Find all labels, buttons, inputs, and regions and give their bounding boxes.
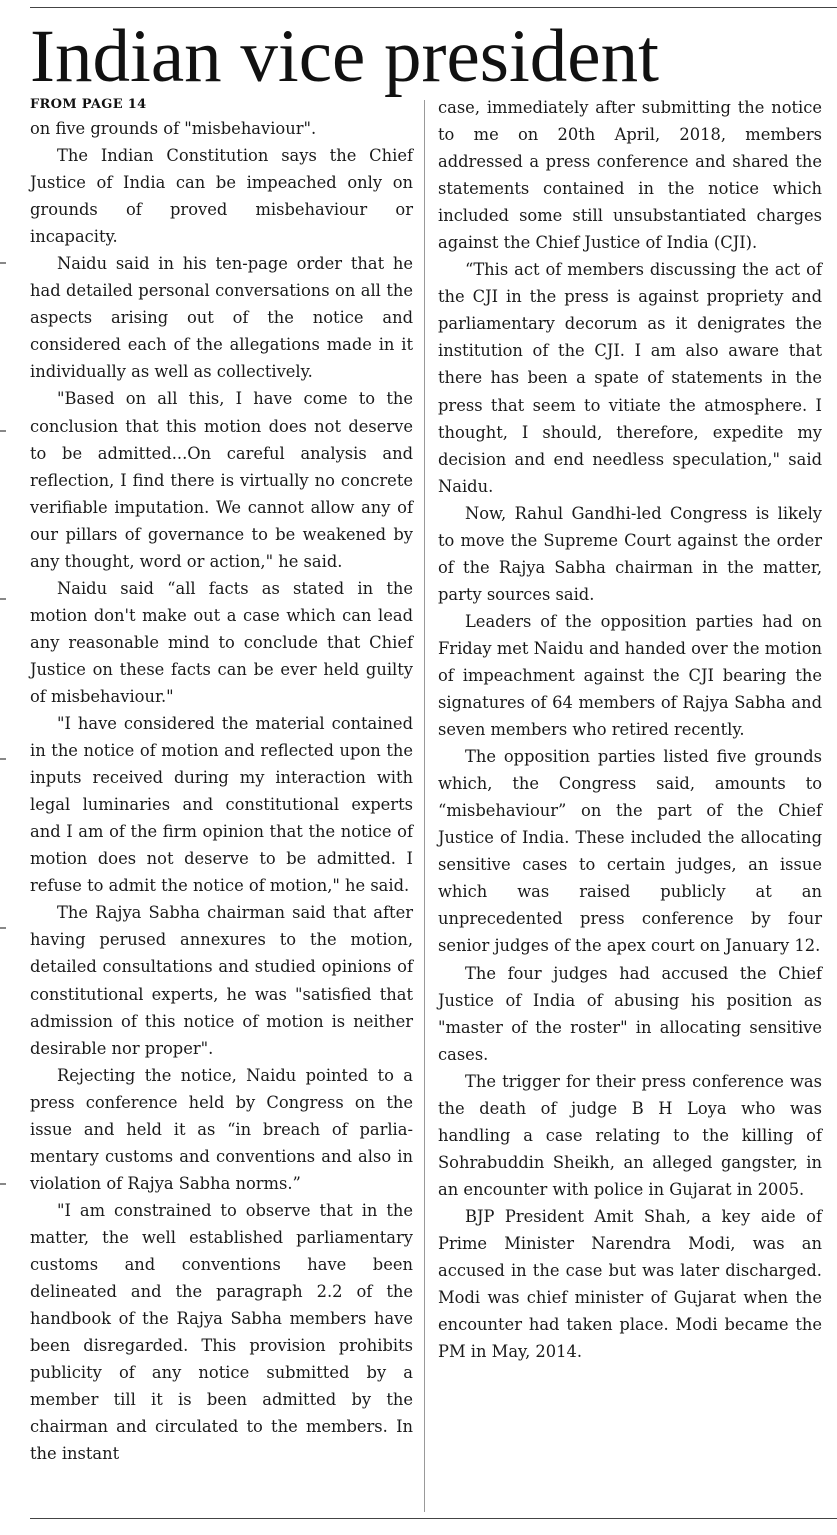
left-column <box>30 94 413 1467</box>
article-paragraph: The Rajya Sabha chairman said that after having perused annexures to the motion, detailed consultations and studied opinions of constitutional experts, he was "satisfied that admission of this notice of motion is neither desirable nor proper". <box>30 903 413 1058</box>
article-paragraph: “This act of members discussing the act of the CJI in the press is against propriety and parliamentary decorum as it denigrates the institution of the CJI. I am also aware that there has been a spate of statements in the press that seem to vitiate the atmosphere. I thought, I should, therefore, expedite my decision and end needless speculation," said Naidu. <box>438 260 822 496</box>
article-paragraph: on five grounds of "misbehaviour". <box>30 119 317 138</box>
article-paragraph: Leaders of the opposition parties had on Friday met Naidu and handed over the motion of impeachment against the CJI bearing the signatures of 64 members of Rajya Sabha and seven members who retired recently. <box>438 611 822 740</box>
article-paragraph: case, immediately after submitting the notice to me on 20th April, 2018, members addressed a press conference and shared the statements contained in the notice which included some still unsubstantiated charges against the Chief Justice of India (CJI). <box>438 98 822 253</box>
article-paragraph: The Indian Constitution says the Chief Justice of India can be impeached only on grounds of proved misbehaviour or incapacity. <box>30 146 413 247</box>
article-paragraph: Now, Rahul Gandhi-led Congress is likely to move the Supreme Court against the order of the Rajya Sabha chairman in the matter, party sources said. <box>438 503 822 604</box>
top-rule <box>30 7 837 8</box>
article-paragraph: "I am constrained to observe that in the matter, the well established parliamentary customs and conventions have been delineated and the paragraph 2.2 of the handbook of the Rajya Sabha members have been disregarded. This provision prohibits publicity of any notice submitted by a member till it is been admitted by the chairman and circulated to the members. In the instant <box>30 1200 413 1464</box>
left-edge-marks <box>0 0 8 1535</box>
bottom-rule <box>30 1518 837 1519</box>
article-paragraph: BJP President Amit Shah, a key aide of Prime Minister Narendra Modi, was an accused in the case but was later discharged. Modi was chief minister of Gujarat when the encounter had taken place. Modi became the PM in May, 2014. <box>438 1206 822 1362</box>
article-paragraph: Naidu said in his ten-page order that he had detailed personal conversations on all the aspects arising out of the notice and considered each of the allegations made in it individually as well as collectively. <box>30 254 413 382</box>
article-paragraph: "I have considered the material contained in the notice of motion and reflected upon the inputs received during my interaction with legal luminaries and constitutional experts and I am of the firm opinion that the notice of motion does not deserve to be admitted. I refuse to admit the notice of motion," he said. <box>30 714 413 896</box>
article-paragraph: "Based on all this, I have come to the conclusion that this motion does not deserve to be admitted...On careful analysis and reflection, I find there is virtually no concrete verifiable imputation. We cannot allow any of our pillars of governance to be weakened by any thought, word or action," he said. <box>30 389 413 571</box>
right-column <box>438 94 822 1365</box>
article-paragraph: The trigger for their press conference was the death of judge B H Loya who was handling a case relating to the killing of Sohrabuddin Sheikh, an alleged gangster, in an encounter with police in Gujarat in 2005. <box>438 1071 822 1199</box>
article-paragraph: Naidu said “all facts as stated in the motion don't make out a case which can lead any reasonable mind to conclude that Chief Justice on these facts can be ever held guilty of misbehaviour." <box>30 578 413 706</box>
kicker: FROM PAGE 14 <box>30 97 147 112</box>
headline: Indian vice president <box>30 15 659 98</box>
article-paragraph: The opposition parties listed five grounds which, the Congress said, amounts to “misbehaviour” on the part of the Chief Justice of India. These included the allocating sensitive cases to certain judges, an issue which was raised publicly at an unprecedented press conference by four senior judges of the apex court on January 12. <box>438 747 822 956</box>
article-paragraph: The four judges had accused the Chief Justice of India of abusing his position as "master of the roster" in allocating sensitive cases. <box>438 963 822 1064</box>
column-divider <box>424 100 425 1512</box>
article-paragraph: Rejecting the notice, Naidu pointed to a press conference held by Congress on the issue and held it as “in breach of parliamentary customs and conventions and also in violation of Rajya Sabha norms.” <box>30 1065 413 1193</box>
